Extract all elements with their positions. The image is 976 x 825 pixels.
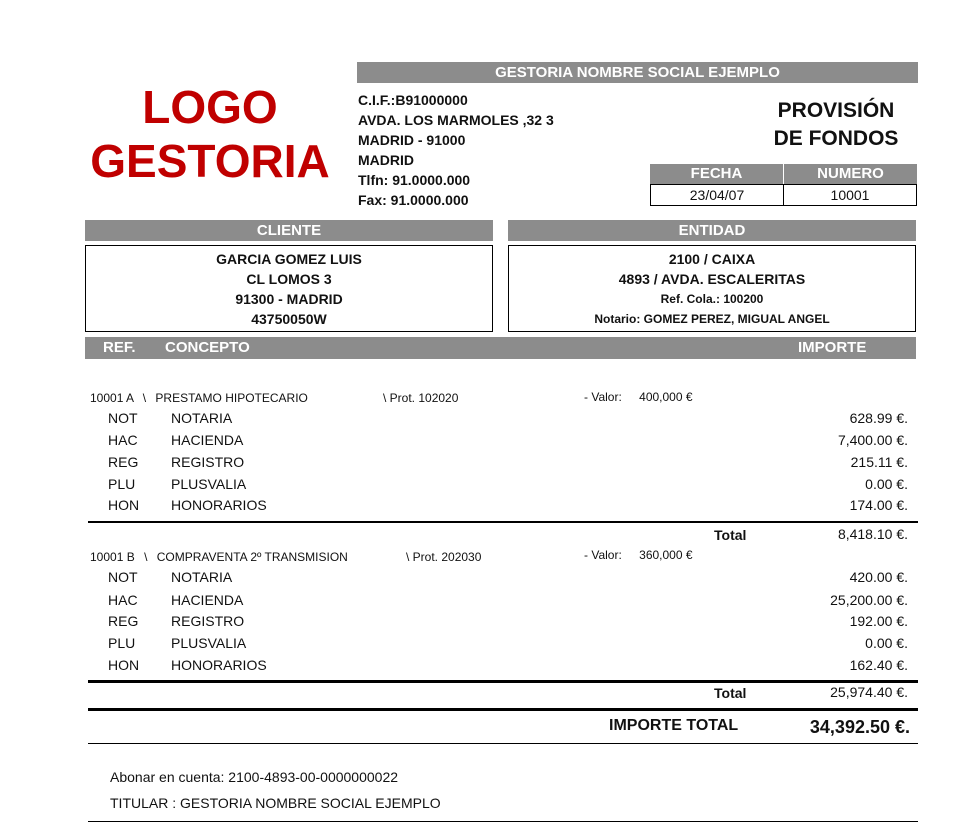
abonar-en-cuenta: Abonar en cuenta: 2100-4893-00-0000000022 (110, 769, 399, 785)
row-code: HAC (108, 432, 138, 448)
row-concept: NOTARIA (171, 410, 233, 426)
company-city: MADRID (358, 152, 414, 168)
row-amount: 628.99 €. (849, 410, 908, 426)
row-concept: HACIENDA (171, 432, 244, 448)
row-amount: 7,400.00 €. (837, 432, 908, 448)
row-concept: PLUSVALIA (171, 635, 247, 651)
table-row (88, 407, 918, 429)
company-fax: Fax: 91.0000.000 (358, 192, 469, 208)
cliente-box (85, 245, 493, 332)
section-b-total-label: Total (714, 685, 747, 701)
row-code: PLU (108, 635, 136, 651)
fecha-header: FECHA (650, 164, 783, 184)
section-b-prot: \ Prot. 202030 (406, 550, 482, 564)
titular: TITULAR : GESTORIA NOMBRE SOCIAL EJEMPLO (110, 795, 441, 811)
section-a-ref: 10001 A (90, 391, 134, 405)
col-ref: REF. (103, 339, 136, 356)
section-a-valor-label: - Valor: (584, 390, 622, 404)
row-concept: REGISTRO (171, 454, 245, 470)
row-amount: 25,200.00 €. (830, 592, 908, 608)
section-b-valor-label: - Valor: (584, 548, 622, 562)
row-code: NOT (108, 410, 138, 426)
section-b-valor (584, 547, 693, 563)
row-concept: REGISTRO (171, 613, 245, 629)
grand-total-underline (88, 743, 918, 744)
row-amount: 0.00 €. (865, 635, 908, 651)
row-amount: 192.00 €. (849, 613, 908, 629)
row-amount: 162.40 €. (849, 657, 908, 673)
fecha-value: 23/04/07 (650, 184, 784, 206)
section-a-valor (584, 389, 693, 405)
section-a-total: 8,418.10 €. (837, 526, 908, 542)
entidad-notario: Notario: GOMEZ PEREZ, MIGUAL ANGEL (594, 312, 830, 326)
company-postal: MADRID - 91000 (358, 132, 466, 148)
grand-total-amount: 34,392.50 €. (809, 717, 910, 737)
row-concept: NOTARIA (171, 569, 233, 585)
section-b-ref: 10001 B (90, 550, 135, 564)
entidad-bank: 2100 / CAIXA (668, 251, 756, 267)
table-row (88, 451, 918, 473)
row-code: HAC (108, 592, 138, 608)
table-row (88, 473, 918, 495)
row-code: NOT (108, 569, 138, 585)
row-amount: 174.00 €. (849, 497, 908, 513)
row-concept: PLUSVALIA (171, 476, 247, 492)
row-code: PLU (108, 476, 136, 492)
logo (75, 80, 345, 188)
document-title-line-2: DE FONDOS (773, 127, 899, 150)
cliente-nif: 43750050W (251, 311, 327, 327)
numero-header: NUMERO (784, 164, 917, 184)
section-b-heading (90, 549, 348, 565)
row-concept: HONORARIOS (171, 657, 267, 673)
section-a-sep: \ (142, 391, 147, 405)
table-row (88, 589, 918, 611)
entidad-branch: 4893 / AVDA. ESCALERITAS (618, 271, 806, 287)
section-a-divider (88, 521, 918, 523)
company-phone: Tlfn: 91.0000.000 (358, 172, 471, 188)
row-code: REG (108, 454, 139, 470)
section-b-valor-amount: 360,000 € (639, 548, 693, 562)
entidad-header: ENTIDAD (508, 220, 916, 241)
table-row (88, 632, 918, 654)
section-a-prot: \ Prot. 102020 (383, 391, 459, 405)
company-address: AVDA. LOS MARMOLES ,32 3 (358, 112, 554, 128)
section-b-sep: \ (144, 550, 148, 564)
col-importe: IMPORTE (798, 339, 867, 356)
row-amount: 215.11 €. (850, 454, 908, 470)
table-row (88, 566, 918, 588)
logo-line-2: GESTORIA (90, 135, 330, 187)
cliente-city: 91300 - MADRID (235, 291, 343, 307)
footer-rule (88, 821, 918, 822)
col-concepto: CONCEPTO (165, 339, 250, 356)
document-title-line-1: PROVISIÓN (777, 99, 895, 122)
row-concept: HONORARIOS (171, 497, 267, 513)
cliente-name: GARCIA GOMEZ LUIS (216, 251, 362, 267)
company-cif: C.I.F.:B91000000 (358, 92, 468, 108)
table-row (88, 654, 918, 676)
row-concept: HACIENDA (171, 592, 244, 608)
table-row (88, 429, 918, 451)
grand-total-label: IMPORTE TOTAL (609, 717, 739, 734)
section-b-concept: COMPRAVENTA 2º TRANSMISION (156, 550, 348, 564)
entidad-box (508, 245, 916, 332)
cliente-header: CLIENTE (85, 220, 493, 241)
row-code: HON (108, 657, 140, 673)
logo-line-1: LOGO (142, 81, 278, 133)
numero-value: 10001 (783, 184, 917, 206)
table-row (88, 610, 918, 632)
grand-total-divider (88, 708, 918, 711)
section-a-concept: PRESTAMO HIPOTECARIO (155, 391, 308, 405)
document-title (746, 97, 926, 153)
cliente-address: CL LOMOS 3 (246, 271, 332, 287)
table-header (85, 337, 916, 359)
section-a-total-label: Total (714, 527, 747, 543)
company-banner: GESTORIA NOMBRE SOCIAL EJEMPLO (357, 62, 918, 83)
company-info (358, 90, 554, 210)
section-a-valor-amount: 400,000 € (639, 390, 693, 404)
entidad-ref-cola: Ref. Cola.: 100200 (660, 292, 764, 306)
row-code: REG (108, 613, 139, 629)
table-row (88, 494, 918, 516)
section-a-heading (90, 390, 308, 406)
row-amount: 0.00 €. (865, 476, 908, 492)
section-b-divider (88, 680, 918, 683)
row-amount: 420.00 €. (849, 569, 908, 585)
section-b-total: 25,974.40 €. (830, 684, 908, 700)
row-code: HON (108, 497, 140, 513)
